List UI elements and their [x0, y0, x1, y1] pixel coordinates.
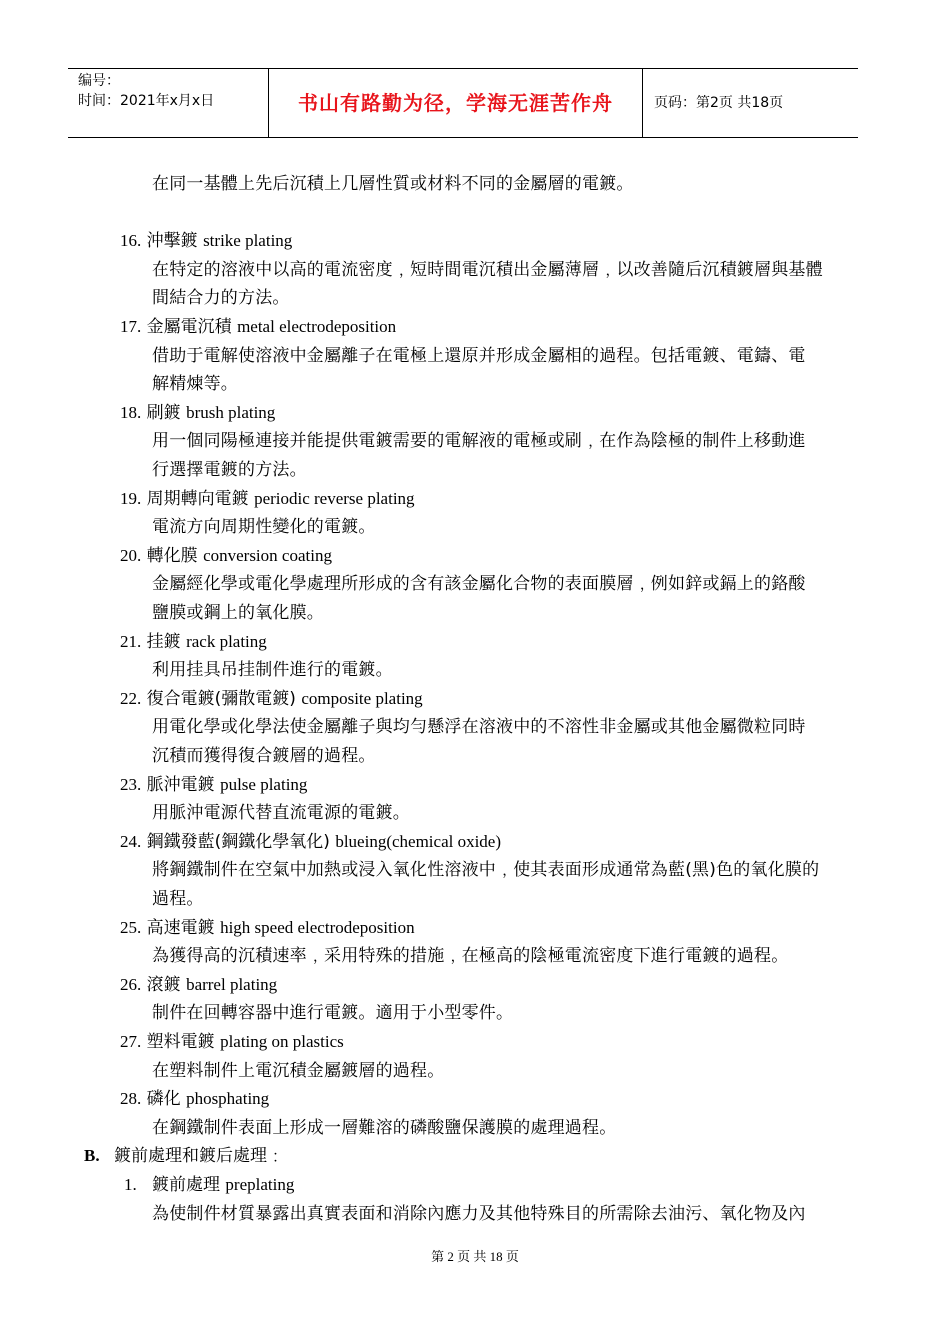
term-heading: [120, 630, 267, 654]
definition-text: 借助于電解使溶液中金屬離子在電極上還原并形成金屬相的過程。包括電鍍、電鑄、電: [152, 345, 806, 366]
term-chinese: 鍍前處理: [152, 1175, 220, 1195]
term-english: plating on plastics: [220, 1032, 344, 1051]
header-page-info: 页码：第2页 共18页: [654, 95, 784, 111]
term-number: 20.: [120, 545, 142, 565]
definition-text: 在特定的溶液中以高的電流密度﹐短時間電沉積出金屬薄層﹐以改善隨后沉積鍍層與基體: [152, 259, 823, 280]
term-number: 24.: [120, 831, 142, 851]
term-number: 26.: [120, 974, 142, 994]
term-english: high speed electrodeposition: [220, 917, 415, 937]
term-heading: [120, 487, 415, 511]
definition-text: 解精煉等。: [152, 374, 238, 395]
term-english: periodic reverse plating: [254, 488, 415, 508]
definition-text: 制件在回轉容器中進行電鍍。適用于小型零件。: [152, 1003, 514, 1024]
term-chinese: 金屬電沉積: [146, 317, 232, 337]
term-heading: [120, 773, 307, 797]
section-title: 鍍前處理和鍍后處理﹕: [114, 1146, 284, 1167]
definition-text: 間結合力的方法。: [152, 288, 290, 309]
term-chinese: 塑料電鍍: [146, 1032, 215, 1052]
section-label: B.: [84, 1146, 100, 1166]
term-heading: [120, 1087, 269, 1111]
term-english: blueing(chemical oxide): [335, 831, 502, 851]
term-number: 19.: [120, 488, 142, 508]
term-heading: [120, 916, 415, 940]
page-header: [68, 68, 858, 138]
term-chinese: 刷鍍: [146, 402, 181, 423]
definition-text: 用脈沖電源代替直流電源的電鍍。: [152, 803, 410, 824]
term-chinese: 轉化膜: [146, 545, 198, 566]
definition-text: 用電化學或化學法使金屬離子與均勻懸浮在溶液中的不溶性非金屬或其他金屬微粒同時: [152, 717, 806, 738]
term-chinese: 周期轉向電鍍: [146, 488, 249, 509]
term-english: strike plating: [203, 231, 293, 251]
term-number: 22.: [120, 688, 142, 708]
number-label: 编号：: [78, 73, 120, 89]
definition-text: 行選擇電鍍的方法。: [152, 460, 307, 480]
term-number: 16.: [120, 231, 142, 251]
definition-text: 電流方向周期性變化的電鍍。: [152, 517, 376, 538]
term-heading: [120, 401, 275, 425]
term-chinese: 高速電鍍: [146, 917, 215, 938]
term-chinese: 磷化: [146, 1089, 181, 1110]
term-chinese: 脈沖電鍍: [146, 774, 215, 795]
definition-text: 過程。: [152, 889, 204, 909]
term-chinese: 鋼鐵發藍(鋼鐵化學氧化): [146, 831, 330, 852]
term-heading: [124, 1173, 294, 1197]
definition-text: 在塑料制件上電沉積金屬鍍層的過程。: [152, 1060, 445, 1081]
term-chinese: 滾鍍: [146, 974, 181, 995]
header-meta: [78, 71, 214, 111]
term-heading: [120, 315, 396, 339]
section-heading: [84, 1144, 284, 1168]
time-label: 时间：2021年x月x日: [78, 93, 215, 109]
term-chinese: 挂鍍: [146, 631, 181, 652]
term-heading: [120, 1030, 344, 1054]
term-number: 18.: [120, 402, 142, 422]
term-english: brush plating: [186, 402, 276, 422]
term-number: 28.: [120, 1089, 142, 1109]
term-english: pulse plating: [220, 774, 308, 794]
term-number: 23.: [120, 774, 142, 794]
term-english: conversion coating: [203, 545, 332, 565]
term-number: 1.: [124, 1175, 137, 1194]
definition-text: 鹽膜或鋼上的氧化膜。: [152, 603, 324, 623]
definition-text: 沉積而獲得復合鍍層的過程。: [152, 746, 376, 766]
definition-text: 為使制件材質暴露出真實表面和消除內應力及其他特殊目的所需除去油污、氧化物及內: [152, 1203, 806, 1224]
term-english: barrel plating: [186, 974, 278, 994]
header-divider: [642, 69, 643, 137]
term-heading: [120, 544, 332, 568]
term-english: composite plating: [301, 688, 423, 708]
term-number: 17.: [120, 317, 142, 336]
definition-text: 利用挂具吊挂制件進行的電鍍。: [152, 660, 393, 681]
term-heading: [120, 687, 423, 711]
term-english: rack plating: [186, 631, 267, 651]
definition-text: 金屬經化學或電化學處理所形成的含有該金屬化合物的表面膜層﹐例如鋅或鎘上的鉻酸: [152, 574, 806, 595]
term-heading: [120, 229, 292, 253]
header-motto: 书山有路勤为径，学海无涯苦作舟: [298, 91, 613, 115]
definition-text: 將鋼鐵制件在空氣中加熱或浸入氧化性溶液中﹐使其表面形成通常為藍(黑)色的氧化膜的: [152, 860, 820, 881]
definition-text: 用一個同陽極連接并能提供電鍍需要的電解液的電極或刷﹐在作為陰極的制件上移動進: [152, 431, 806, 452]
term-number: 27.: [120, 1032, 142, 1051]
page-footer: 第 2 页 共 18 页: [431, 1249, 519, 1264]
term-heading: [120, 973, 277, 997]
term-english: preplating: [225, 1175, 295, 1194]
term-chinese: 復合電鍍(彌散電鍍): [146, 688, 296, 709]
term-english: phosphating: [186, 1089, 270, 1109]
term-number: 25.: [120, 917, 142, 937]
definition-text: 為獲得高的沉積速率﹐采用特殊的措施﹐在極高的陰極電流密度下進行電鍍的過程。: [152, 946, 789, 967]
term-heading: [120, 830, 501, 854]
term-number: 21.: [120, 631, 142, 651]
definition-text: 在鋼鐵制件表面上形成一層難溶的磷酸鹽保護膜的處理過程。: [152, 1117, 617, 1138]
term-chinese: 沖擊鍍: [146, 231, 198, 252]
definition-text: 在同一基體上先后沉積上几層性質或材料不同的金屬層的電鍍。: [152, 174, 634, 194]
term-english: metal electrodeposition: [237, 317, 397, 336]
